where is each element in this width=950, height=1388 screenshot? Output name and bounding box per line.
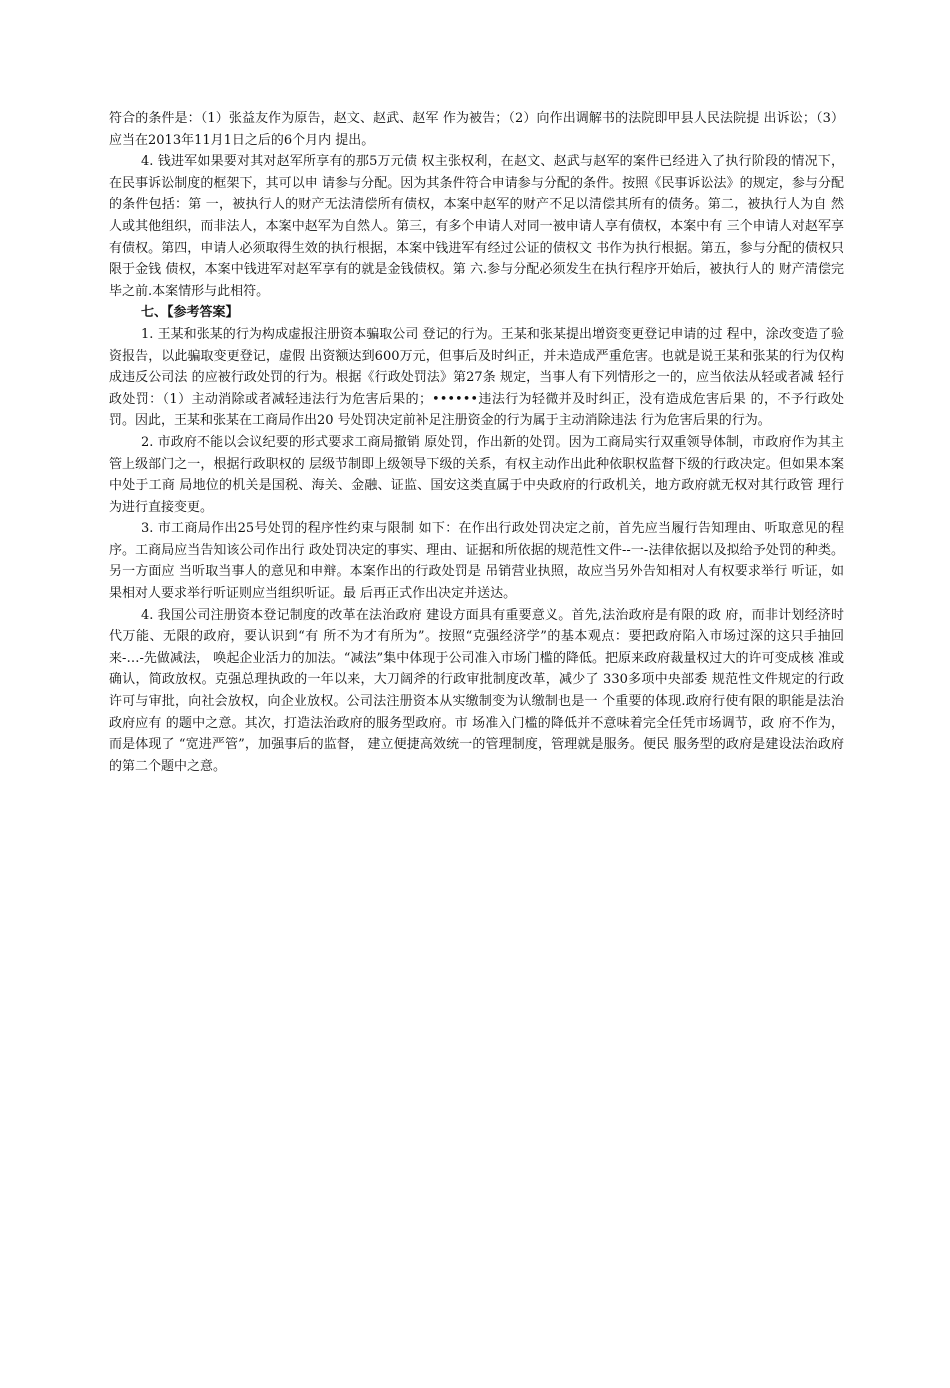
section-heading-reference-answers: 七、【参考答案】 [141,305,239,321]
paragraph-answer-4: 4. 我国公司注册资本登记制度的改革在法治政府 建设方面具有重要意义。首先,法治政府是有限的政 府，而非计划经济时代万能、无限的政府，要认识到“有 所不为才有所为”。按照“克强经济学”的基本观点：要把政府陷入市场过深的这只手抽回来-…-先做减法， 唤起企业活力的加法。“减法”集中体现于公司准入市场门槛的降低。把原来政府裁量权过大的许可变成核 准或确认，简政放权。克强总理执政的一年以来，大刀阔斧的行政审批制度改革，减少了 330多项中央部委 规范性文件规定的行政许可与审批，向社会放权，向企业放权。公司法注册资本从实缴制变为认缴制也是一 个重要的体现.政府行使有限的职能是法治政府应有 的题中之意。其次，打造法治政府的服务型政府。市 场准入门槛的降低并不意味着完全任凭市场调节，政 府不作为，而是体现了 “宽进严管”，加强事后的监督， 建立便捷高效统一的管理制度，管理就是服务。便民 服务型的政府是建设法治政府的第二个题中之意。 [109,607,844,774]
paragraph-conditions-continued: 符合的条件是：（1）张益友作为原告，赵文、赵武、赵军 作为被告；（2）向作出调解书的法院即甲县人民法院提 出诉讼；（3）应当在2013年11月1日之后的6个月内 提出。 [109,111,844,148]
paragraph-answer-1: 1. 王某和张某的行为构成虚报注册资本骗取公司 登记的行为。王某和张某提出增资变更登记申请的过 程中，涂改变造了验资报告，以此骗取变更登记，虚假 出资额达到600万元，但事后及时纠正，并未造成严重危害。也就是说王某和张某的行为仅构成违反公司法 的应被行政处罚的行为。根据《行政处罚法》第27条 规定，当事人有下列情形之一的，应当依法从轻或者减 轻行政处罚：（1）主动消除或者减轻违法行为危害后果的；••••••违法行为轻微并及时纠正，没有造成危害后果 的，不予行政处罚。因此，王某和张某在工商局作出20 号处罚决定前补足注册资金的行为属于主动消除违法 行为危害后果的行为。 [109,326,844,429]
paragraph-answer-4-participation: 4. 钱进军如果要对其对赵军所享有的那5万元债 权主张权利，在赵文、赵武与赵军的案件已经进入了执行阶段的情况下，在民事诉讼制度的框架下，其可以申 请参与分配。因为其条件符合申请参与分配的条件。按照《民事诉讼法》的规定，参与分配的条件包括：第 一，被执行人的财产无法清偿所有债权，本案中赵军的财产不足以清偿其所有的债务。第二，被执行人为自 然人或其他组织，而非法人，本案中赵军为自然人。第三，有多个申请人对同一被申请人享有债权，本案中有 三个申请人对赵军享有债权。第四，申请人必须取得生效的执行根据，本案中钱进军有经过公证的债权文 书作为执行根据。第五，参与分配的债权只限于金钱 债权，本案中钱进军对赵军享有的就是金钱债权。第 六.参与分配必须发生在执行程序开始后，被执行人的 财产清偿完毕之前.本案情形与此相符。 [109,154,844,299]
paragraph-answer-2: 2. 市政府不能以会议纪要的形式要求工商局撤销 原处罚，作出新的处罚。因为工商局实行双重领导体制，市政府作为其主管上级部门之一，根据行政职权的 层级节制即上级领导下级的关系，有权主动作出此种依职权监督下级的行政决定。但如果本案中处于工商 局地位的机关是国税、海关、金融、证监、国安这类直属于中央政府的行政机关，地方政府就无权对其行政管 理行为进行直接变更。 [109,434,844,515]
paragraph-answer-3: 3. 市工商局作出25号处罚的程序性约束与限制 如下：在作出行政处罚决定之前，首先应当履行告知理由、听取意见的程序。工商局应当告知该公司作出行 政处罚决定的事实、理由、证据和所依据的规范性文件--一-法律依据以及拟给予处罚的种类。另一方面应 当听取当事人的意见和申辩。本案作出的行政处罚是 吊销营业执照，故应当另外告知相对人有权要求举行 听证，如果相对人要求举行听证则应当组织听证。最 后再正式作出决定并送达。 [109,521,844,602]
document-page [109,108,844,777]
